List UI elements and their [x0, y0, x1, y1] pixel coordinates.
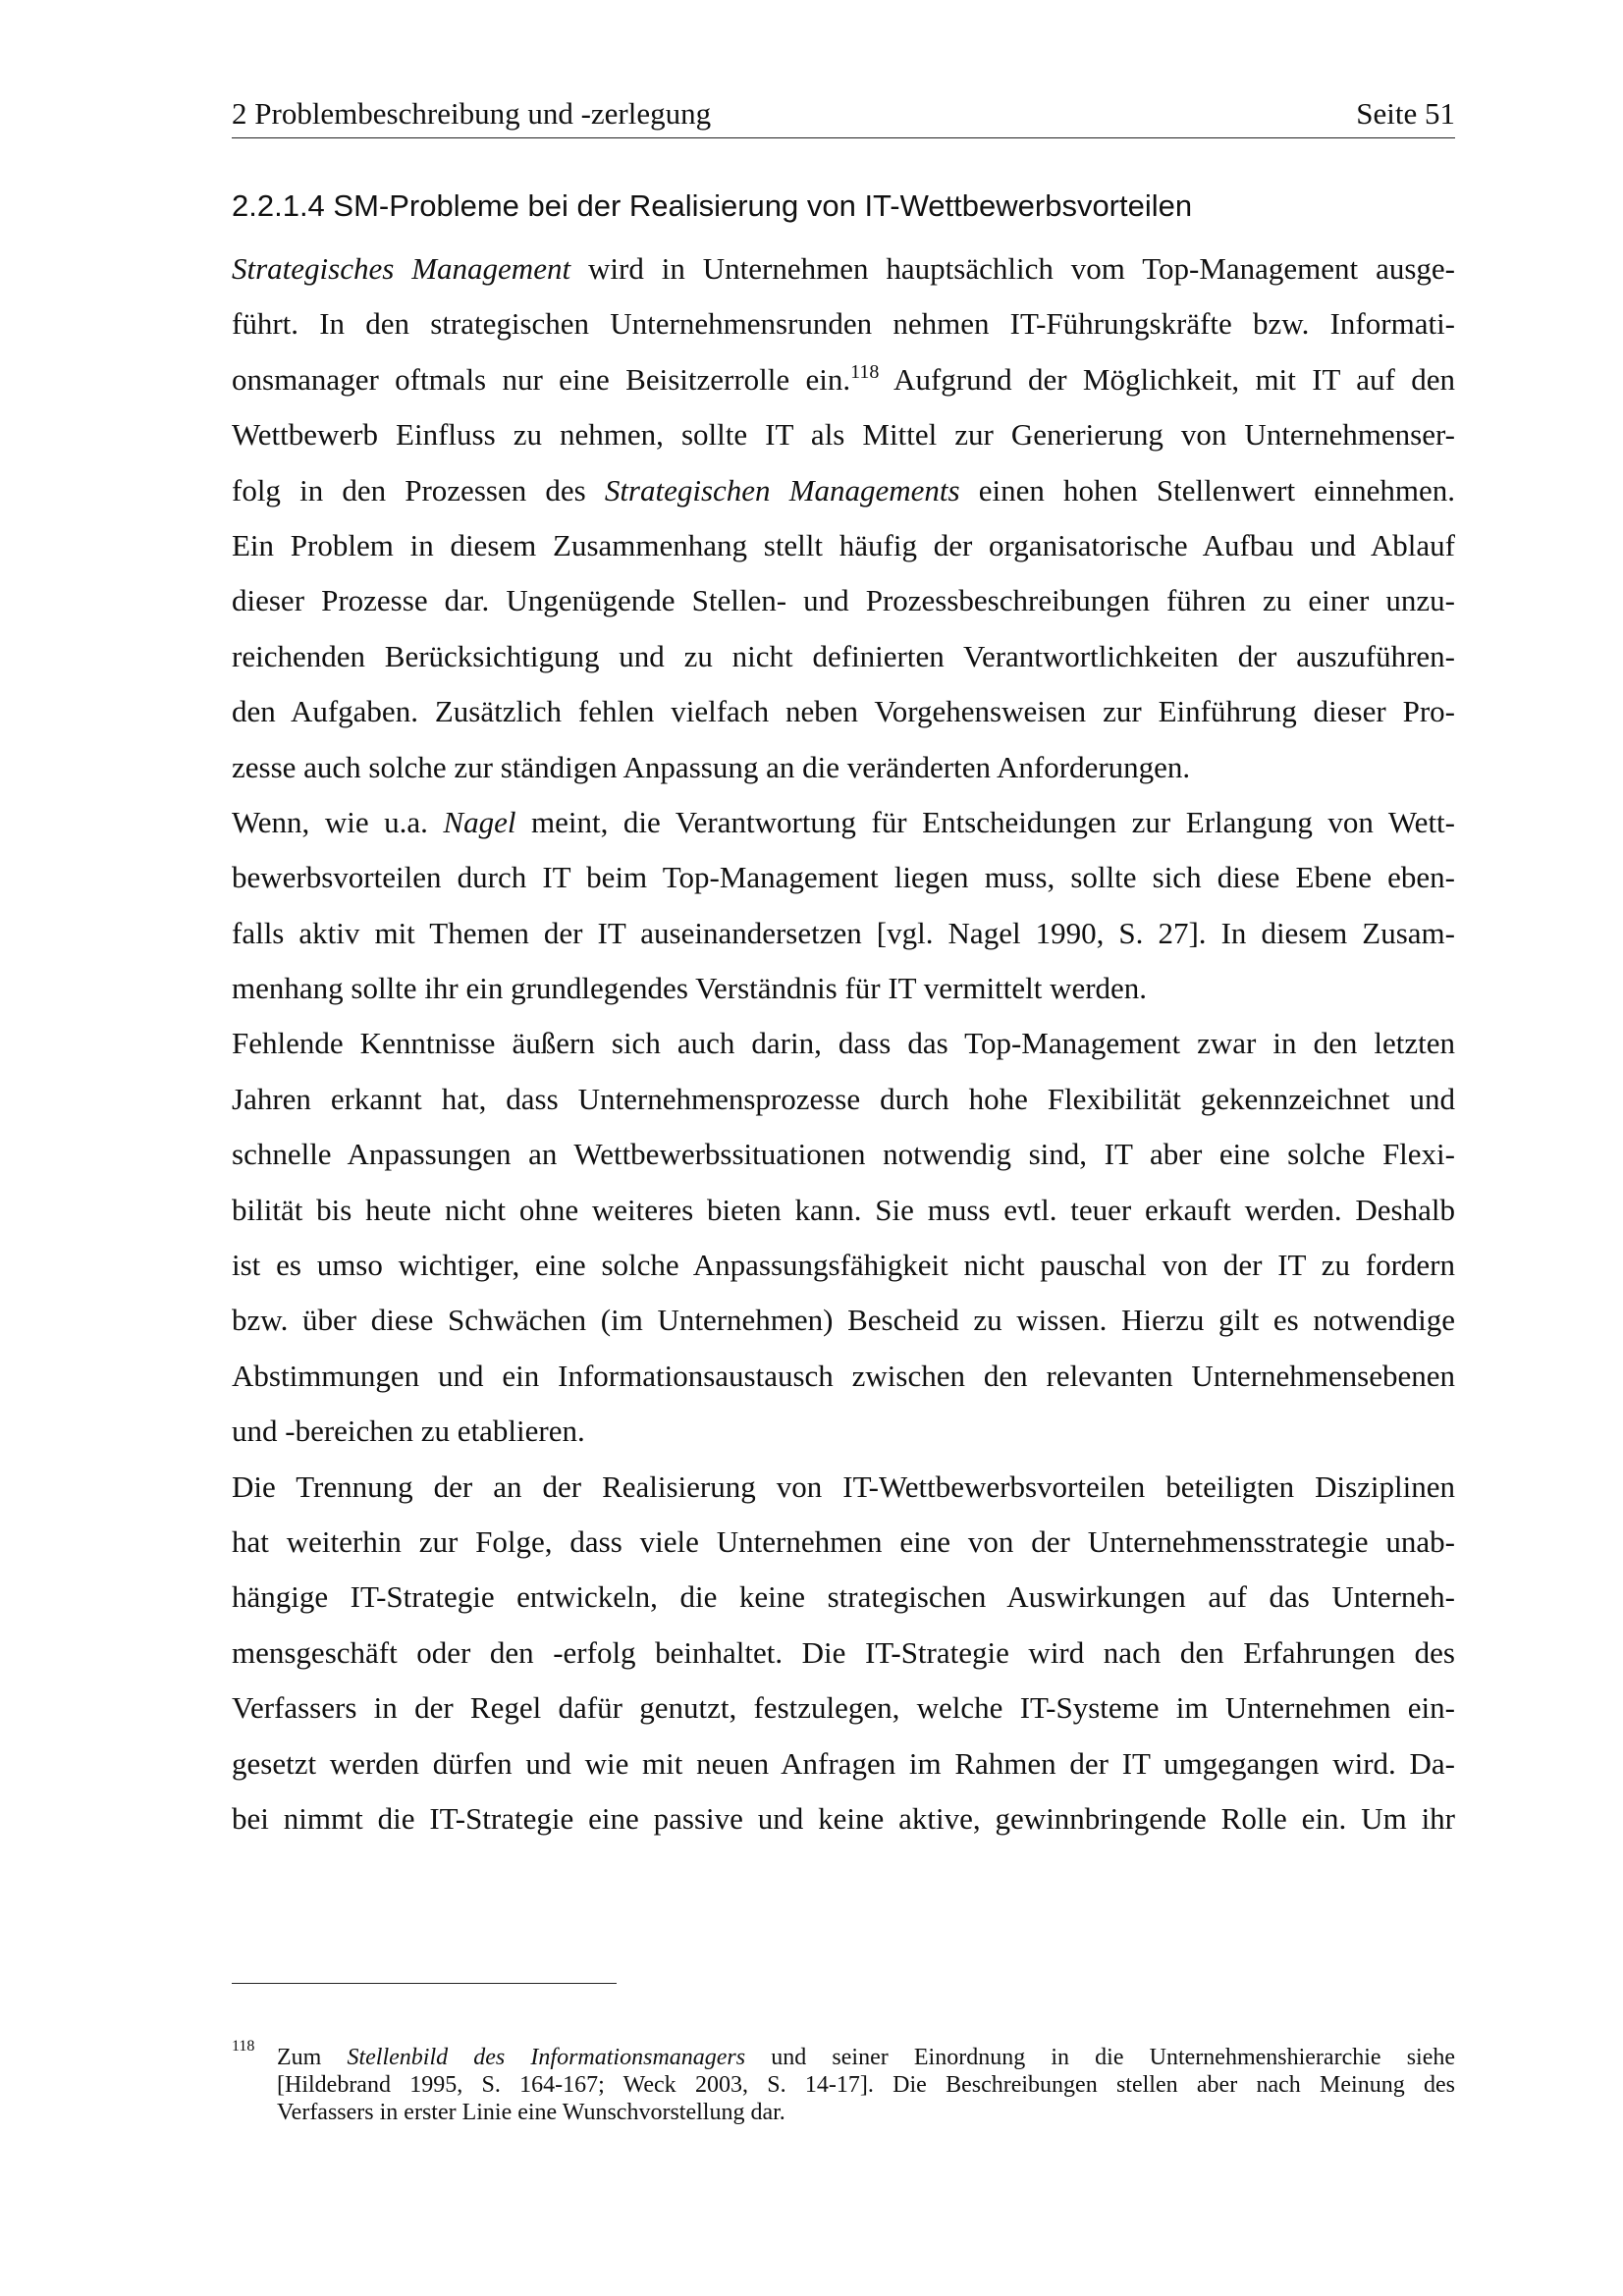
text-line: zesse auch solche zur ständigen Anpassung an die veränderten Anforderungen. [232, 749, 1191, 784]
footnote-line: [Hildebrand 1995, S. 164-167; Weck 2003, S. 14-17]. Die Beschreibungen stellen aber nach Meinung des [277, 2072, 1455, 2098]
italic-term: Strategisches Management [232, 251, 571, 286]
text-line: schnelle Anpassungen an Wettbewerbssituationen notwendig sind, IT aber eine solche Flexi- [232, 1137, 1455, 1172]
footnote-line: Zum Stellenbild des Informationsmanagers und seiner Einordnung in die Unternehmenshierarchie siehe [277, 2045, 1456, 2070]
text-line: bei nimmt die IT-Strategie eine passive und keine aktive, gewinnbringende Rolle ein. Um ihr [232, 1800, 1455, 1836]
footnote-number: 118 [232, 2038, 255, 2055]
text-line: bzw. über diese Schwächen (im Unternehmen) Bescheid zu wissen. Hierzu gilt es notwendige [232, 1303, 1455, 1338]
italic-term: Strategischen Managements [604, 472, 960, 507]
text-line: Verfassers in der Regel dafür genutzt, festzulegen, welche IT-Systeme im Unternehmen ein- [232, 1690, 1455, 1726]
footnote-separator [232, 1983, 617, 1984]
text-line: Fehlende Kenntnisse äußern sich auch darin, dass das Top-Management zwar in den letzten [232, 1026, 1455, 1061]
text-line: ist es umso wichtiger, eine solche Anpassungsfähigkeit nicht pauschal von der IT zu fordern [232, 1248, 1455, 1283]
text-line: Wettbewerb Einfluss zu nehmen, sollte IT als Mittel zur Generierung von Unternehmenser- [232, 417, 1455, 453]
text-line: hat weiterhin zur Folge, dass viele Unternehmen eine von der Unternehmensstrategie unab- [232, 1523, 1455, 1559]
text-line: menhang sollte ihr ein grundlegendes Verständnis für IT vermittelt werden. [232, 971, 1148, 1006]
text-line: Abstimmungen und ein Informationsaustausch zwischen den relevanten Unternehmensebenen [232, 1358, 1455, 1393]
text-line: Ein Problem in diesem Zusammenhang stellt häufig der organisatorische Aufbau und Ablauf [232, 527, 1455, 562]
section-heading: 2.2.1.4 SM-Probleme bei der Realisierung von IT-Wettbewerbsvorteilen [232, 188, 1193, 223]
italic-term: Stellenbild des Informationsmanagers [347, 2045, 746, 2070]
italic-term: Nagel [443, 804, 516, 839]
text-line: reichenden Berücksichtigung und zu nicht definierten Verantwortlichkeiten der auszuführen- [232, 638, 1455, 673]
text-line: den Aufgaben. Zusätzlich fehlen vielfach neben Vorgehensweisen zur Einführung dieser Pro- [232, 694, 1455, 729]
text-line: folg in den Prozessen des Strategischen Managements einen hohen Stellenwert einnehmen. [232, 472, 1455, 507]
text-line: gesetzt werden dürfen und wie mit neuen Anfragen im Rahmen der IT umgegangen wird. Da- [232, 1745, 1455, 1781]
running-header [232, 94, 1455, 138]
text-line: Jahren erkannt hat, dass Unternehmensprozesse durch hohe Flexibilität gekennzeichnet und [232, 1081, 1455, 1116]
text-line: bilität bis heute nicht ohne weiteres bieten kann. Sie muss evtl. teuer erkauft werden. Deshalb [232, 1192, 1455, 1227]
footnote-text [277, 2044, 1455, 2126]
text-line: mensgeschäft oder den -erfolg beinhaltet. Die IT-Strategie wird nach den Erfahrungen des [232, 1634, 1455, 1670]
footnote-line: Verfassers in erster Linie eine Wunschvorstellung dar. [277, 2100, 785, 2125]
page-number: Seite 51 [1356, 96, 1455, 131]
text-line: onsmanager oftmals nur eine Beisitzerrolle ein.$^{118}$ Aufgrund der Möglichkeit, mit IT auf den [232, 360, 1455, 397]
text-line: falls aktiv mit Themen der IT auseinandersetzen [vgl. Nagel 1990, S. 27]. In diesem Zusam- [232, 915, 1455, 950]
footnote-reference[interactable]: 118 [850, 360, 880, 383]
text-line: und -bereichen zu etablieren. [232, 1414, 585, 1449]
text-line: Die Trennung der an der Realisierung von IT-Wettbewerbsvorteilen beteiligten Disziplinen [232, 1468, 1455, 1504]
text-line: Wenn, wie u.a. Nagel meint, die Verantwortung für Entscheidungen zur Erlangung von Wett- [232, 804, 1455, 839]
text-line: bewerbsvorteilen durch IT beim Top-Management liegen muss, sollte sich diese Ebene eben- [232, 860, 1455, 895]
chapter-title: 2 Problembeschreibung und -zerlegung [232, 96, 712, 131]
text-line: führt. In den strategischen Unternehmensrunden nehmen IT-Führungskräfte bzw. Informati- [232, 306, 1455, 342]
body-text [232, 241, 1455, 1846]
text-line: dieser Prozesse dar. Ungenügende Stellen- und Prozessbeschreibungen führen zu einer unzu- [232, 583, 1455, 618]
text-line: hängige IT-Strategie entwickeln, die keine strategischen Auswirkungen auf das Unterneh- [232, 1579, 1455, 1615]
text-line: Strategisches Management wird in Unternehmen hauptsächlich vom Top-Management ausge- [232, 251, 1455, 286]
